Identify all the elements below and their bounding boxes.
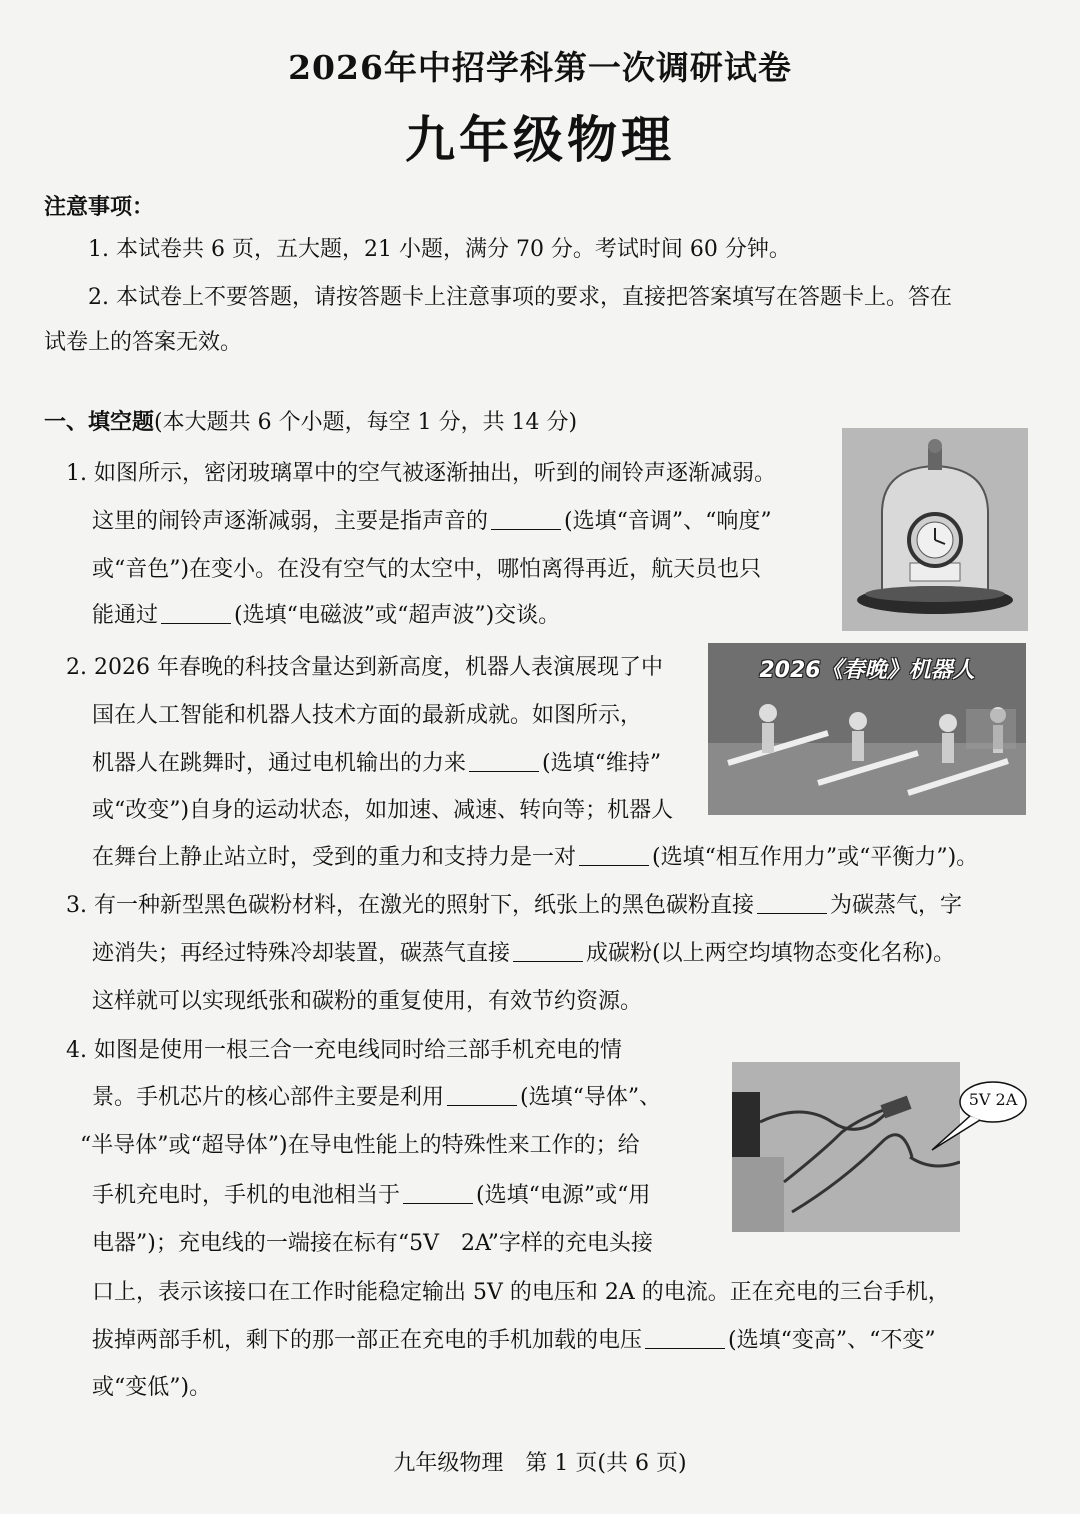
q3-line-1-text-b: 为碳蒸气，字 <box>830 893 963 918</box>
q2-line-5 <box>92 840 978 871</box>
q4-line-3: “半导体”或“超导体”)在导电性能上的特殊性来工作的；给 <box>80 1133 640 1158</box>
q3-line-1-text-a: 3. 有一种新型黑色碳粉材料，在激光的照射下，纸张上的黑色碳粉直接 <box>66 893 754 918</box>
q4-line-2-text-a: 景。手机芯片的核心部件主要是利用 <box>92 1085 445 1110</box>
notice-item-1: 1. 本试卷共 6 页，五大题，21 小题，满分 70 分。考试时间 60 分钟。 <box>88 237 791 262</box>
q1-line-2-text-b: (选填“音调”、“响度” <box>564 509 772 534</box>
exam-title: 2026年中招学科第一次调研试卷 <box>288 48 792 87</box>
charging-cable-figure <box>732 1062 960 1232</box>
section-1-title: 一、填空题 <box>44 409 155 435</box>
page-footer: 九年级物理 第 1 页(共 6 页) <box>393 1451 687 1476</box>
notice-item-2-line-2: 试卷上的答案无效。 <box>44 330 243 355</box>
q2-line-1: 2. 2026 年春晚的科技含量达到新高度，机器人表演展现了中 <box>66 655 663 680</box>
q4-line-2-text-b: (选填“导体”、 <box>520 1085 662 1110</box>
robot-figure <box>708 643 1026 815</box>
q1-blank-2[interactable] <box>161 601 231 624</box>
q2-line-3 <box>92 746 661 777</box>
q3-line-2-text-a: 迹消失；再经过特殊冷却装置，碳蒸气直接 <box>92 941 511 966</box>
q4-blank-1[interactable] <box>447 1083 517 1106</box>
q2-line-5-text-b: (选填“相互作用力”或“平衡力”)。 <box>652 845 979 870</box>
q4-line-7-text-b: (选填“变高”、“不变” <box>728 1328 936 1353</box>
q1-line-2 <box>92 504 772 535</box>
q3-blank-1[interactable] <box>757 891 827 914</box>
q4-blank-3[interactable] <box>645 1326 725 1349</box>
q4-line-7-text-a: 拔掉两部手机，剩下的那一部正在充电的手机加载的电压 <box>92 1328 643 1353</box>
q2-blank-2[interactable] <box>579 843 649 866</box>
q4-line-4-text-b: (选填“电源”或“用 <box>476 1183 651 1208</box>
q1-blank-1[interactable] <box>491 507 561 530</box>
q4-line-4-text-a: 手机充电时，手机的电池相当于 <box>92 1183 401 1208</box>
q1-line-4 <box>92 598 560 629</box>
q2-line-2: 国在人工智能和机器人技术方面的最新成就。如图所示， <box>92 703 643 728</box>
notice-item-2-line-1: 2. 本试卷上不要答题，请按答题卡上注意事项的要求，直接把答案填写在答题卡上。答在 <box>88 285 952 310</box>
q3-line-2-text-b: 成碳粉(以上两空均填物态变化名称)。 <box>586 941 956 966</box>
q4-line-6: 口上，表示该接口在工作时能稳定输出 5V 的电压和 2A 的电流。正在充电的三台手机， <box>92 1280 950 1305</box>
q1-line-4-text-a: 能通过 <box>92 603 159 628</box>
q3-line-2 <box>92 936 955 967</box>
bell-jar-figure <box>842 428 1028 631</box>
q2-line-5-text-a: 在舞台上静止站立时，受到的重力和支持力是一对 <box>92 845 577 870</box>
subject-title: 九年级物理 <box>405 110 675 169</box>
q3-line-3: 这样就可以实现纸张和碳粉的重复使用，有效节约资源。 <box>92 989 643 1014</box>
q1-line-1: 1. 如图所示，密闭玻璃罩中的空气被逐渐抽出，听到的闹铃声逐渐减弱。 <box>66 461 776 486</box>
q3-blank-2[interactable] <box>513 939 583 962</box>
q1-line-2-text-a: 这里的闹铃声逐渐减弱，主要是指声音的 <box>92 509 489 534</box>
bell-jar-illustration <box>842 428 1028 631</box>
q3-line-1 <box>66 888 962 919</box>
q4-line-2 <box>92 1080 661 1111</box>
notice-heading: 注意事项： <box>44 194 155 220</box>
bubble-label: 5V 2A <box>968 1090 1018 1109</box>
q2-line-3-text-a: 机器人在跳舞时，通过电机输出的力来 <box>92 751 467 776</box>
q1-line-3: 或“音色”)在变小。在没有空气的太空中，哪怕离得再近，航天员也只 <box>92 557 762 582</box>
q1-line-4-text-b: (选填“电磁波”或“超声波”)交谈。 <box>234 603 561 628</box>
q4-line-8: 或“变低”)。 <box>92 1375 212 1400</box>
section-1-heading <box>44 405 577 436</box>
q4-blank-2[interactable] <box>403 1181 473 1204</box>
q2-blank-1[interactable] <box>469 749 539 772</box>
voltage-speech-bubble <box>958 1080 1028 1124</box>
q4-line-4 <box>92 1178 650 1209</box>
q4-line-5: 电器”)；充电线的一端接在标有“5V 2A”字样的充电头接 <box>92 1231 653 1256</box>
robot-image-caption: 2026《春晚》机器人 <box>759 658 975 683</box>
q4-line-7 <box>92 1323 936 1354</box>
q2-line-4: 或“改变”)自身的运动状态，如加速、减速、转向等；机器人 <box>92 798 674 823</box>
section-1-note: (本大题共 6 个小题，每空 1 分，共 14 分) <box>154 410 578 435</box>
charging-cable-illustration <box>732 1062 960 1232</box>
q4-line-1: 4. 如图是使用一根三合一充电线同时给三部手机充电的情 <box>66 1038 622 1063</box>
q2-line-3-text-b: (选填“维持” <box>542 751 662 776</box>
